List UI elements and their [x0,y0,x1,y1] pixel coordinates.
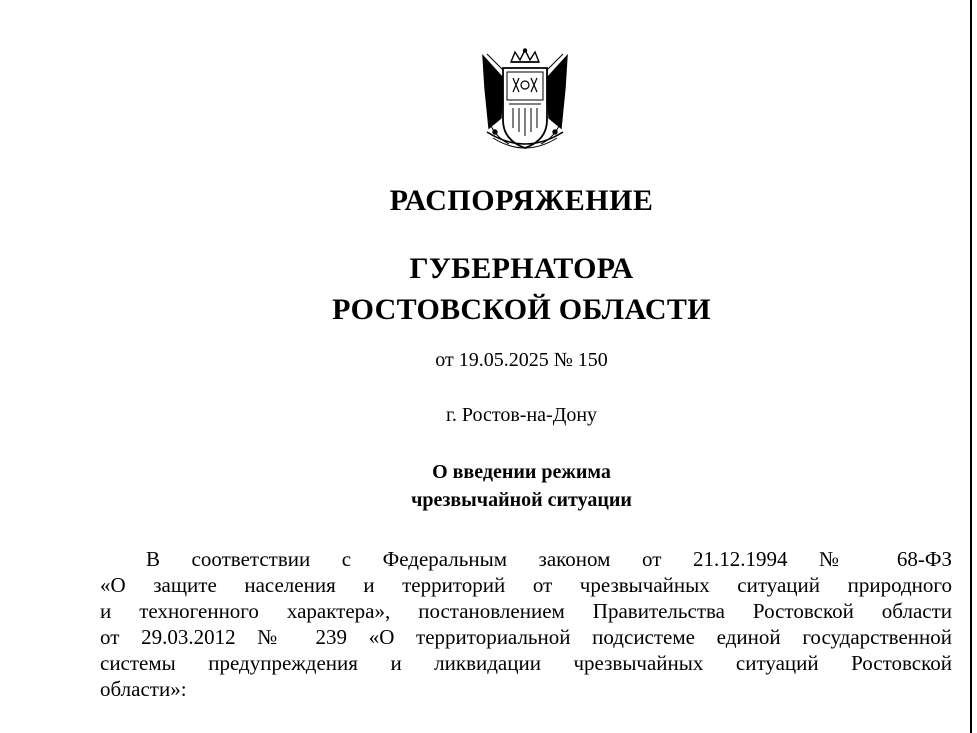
coat-of-arms-icon [473,48,577,158]
paragraph-line: от 29.03.2012 № 239 «О территориальной подсистеме единой государственной [100,625,952,649]
subject-line-1: О введении режима [432,461,611,483]
issuer-title-line-2: РОСТОВСКОЙ ОБЛАСТИ [332,293,711,326]
paragraph-line: системы предупреждения и ликвидации чрезвычайных ситуаций Ростовской [100,651,952,675]
issuer-title-line-1: ГУБЕРНАТОРА [409,252,634,285]
paragraph-line: В соответствии с Федеральным законом от 21.12.1994 № 68-ФЗ [146,547,952,571]
document-subject [0,458,977,514]
document-city: г. Ростов-на-Дону [445,404,598,426]
issuer-title [0,248,977,330]
paragraph-line: и техногенного характера», постановлением Правительства Ростовской области [100,599,952,623]
document-date-number: от 19.05.2025 № 150 [435,349,608,371]
paragraph-line: области»: [100,677,187,701]
body-paragraph [100,546,952,702]
document-type-title: РАСПОРЯЖЕНИЕ [389,184,654,217]
subject-line-2: чрезвычайной ситуации [411,489,632,511]
paragraph-line: «О защите населения и территорий от чрезвычайных ситуаций природного [100,573,952,597]
